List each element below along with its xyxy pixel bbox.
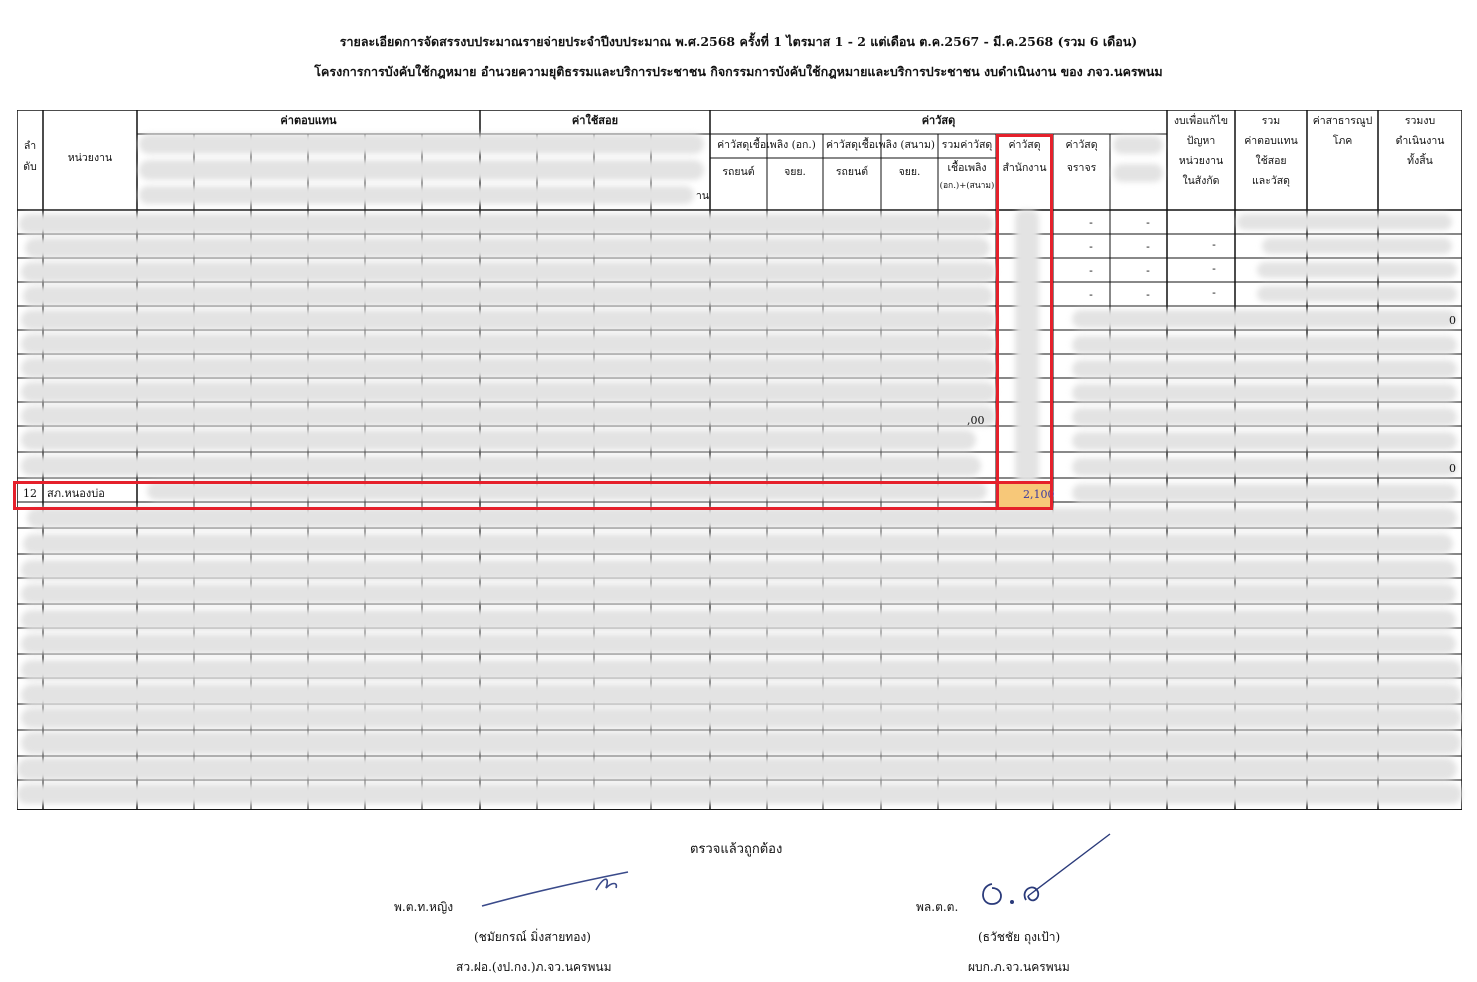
redaction-blur	[139, 186, 694, 204]
redaction-blur	[1113, 136, 1163, 154]
row-12-unit: สภ.หนองบ่อ	[47, 487, 105, 500]
header-total-fuel: รวมค่าวัสดุ เชื้อเพลิง (อก.)+(สนาม)	[939, 139, 995, 192]
header-partial: าน	[695, 190, 709, 202]
document-title-line-1: รายละเอียดการจัดสรรงบประมาณรายจ่ายประจำปีงบประมาณ พ.ศ.2568 ครั้งที่ 1 ไตรมาส 1 - 2 แต่เดือน ต.ค.2567 - มี.ค.2568 (รวม 6 เดือน)	[339, 34, 1138, 49]
redaction-blur	[1015, 210, 1039, 482]
left-signature	[478, 866, 638, 914]
redaction-blur	[21, 358, 996, 378]
header-expenses: ค่าใช้สอย	[571, 114, 619, 127]
header-car: รถยนต์	[722, 166, 755, 178]
header-office-materials: ค่าวัสดุ สำนักงาน	[1002, 139, 1047, 175]
partial-value: 0	[1449, 314, 1456, 327]
cell-dash: -	[1146, 288, 1150, 301]
redaction-blur	[1072, 408, 1457, 426]
header-order: ลำ ดับ	[23, 140, 37, 174]
partial-value: 0	[1449, 462, 1456, 475]
left-signer-name: (ชมัยกรณ์ มิ่งสายทอง)	[474, 930, 591, 944]
verified-text: ตรวจแล้วถูกต้อง	[690, 842, 783, 857]
redaction-blur	[27, 508, 1457, 528]
right-signer-rank: พล.ต.ต.	[916, 900, 959, 914]
header-fuel-field: ค่าวัสดุเชื้อเพลิง (สนาม)	[825, 139, 936, 151]
redaction-blur	[21, 310, 996, 330]
redaction-blur	[25, 238, 990, 258]
cell-dash: -	[1146, 240, 1150, 253]
redaction-blur	[1072, 360, 1457, 378]
redaction-blur	[1072, 336, 1457, 354]
redaction-blur	[1072, 310, 1457, 328]
redaction-blur	[21, 406, 996, 426]
cell-dash: -	[1089, 288, 1093, 301]
row-12-office-materials-value: 2,100	[1023, 488, 1055, 501]
redaction-blur	[1257, 262, 1457, 278]
header-compensation: ค่าตอบแทน	[280, 114, 337, 127]
header-motorcycle: จยย.	[784, 166, 806, 178]
redaction-blur	[21, 684, 1461, 706]
redaction-blur	[139, 160, 704, 180]
redaction-blur	[23, 534, 1453, 554]
cell-dash: -	[1212, 286, 1216, 299]
redaction-blur	[21, 732, 1461, 754]
redaction-blur	[1072, 384, 1457, 402]
redaction-blur	[1237, 214, 1452, 230]
redaction-blur	[21, 708, 1461, 728]
cell-dash: -	[1089, 264, 1093, 277]
redaction-blur	[21, 262, 996, 282]
redaction-blur	[17, 758, 1457, 780]
redaction-blur	[21, 334, 996, 354]
redaction-blur	[21, 560, 1456, 580]
header-fuel-ok: ค่าวัสดุเชื้อเพลิง (อก.)	[717, 139, 816, 151]
header-car-field: รถยนต์	[835, 166, 869, 178]
cell-dash: -	[1146, 216, 1150, 229]
right-signature	[970, 830, 1120, 914]
cell-dash: -	[1212, 238, 1216, 251]
redaction-blur	[21, 456, 981, 476]
partial-value: ,00	[967, 414, 985, 427]
redaction-blur	[147, 482, 987, 500]
redaction-blur	[21, 634, 1456, 654]
right-signer-position: ผบก.ภ.จว.นครพนม	[968, 960, 1070, 974]
redaction-blur	[19, 214, 994, 234]
redaction-blur	[1072, 484, 1457, 502]
left-signer-position: สว.ฝอ.(งป.กง.)ภ.จว.นครพนม	[456, 960, 612, 974]
document-title-line-2: โครงการการบังคับใช้กฎหมาย อำนวยความยุติธรรมและบริการประชาชน กิจกรรมการบังคับใช้กฎหมายและบริการประชาชน งบดำเนินงาน ของ ภจว.นครพนม	[314, 64, 1163, 79]
header-problem-budget: งบเพื่อแก้ไข ปัญหา หน่วยงาน ในสังกัด	[1173, 115, 1229, 188]
redaction-blur	[1257, 286, 1457, 302]
redaction-blur	[21, 660, 1461, 680]
redaction-blur	[1113, 164, 1163, 182]
header-sum: รวม ค่าตอบแทน ใช้สอย และวัสดุ	[1244, 115, 1298, 188]
cell-dash: -	[1089, 216, 1093, 229]
redaction-blur	[139, 134, 704, 154]
cell-dash: -	[1146, 264, 1150, 277]
row-12-number: 12	[23, 487, 37, 500]
redaction-blur	[1262, 238, 1452, 254]
redaction-blur	[17, 784, 1462, 804]
header-traffic-materials: ค่าวัสดุ จราจร	[1065, 139, 1098, 175]
redaction-blur	[21, 584, 1456, 604]
header-materials: ค่าวัสดุ	[921, 114, 956, 127]
header-unit: หน่วยงาน	[67, 152, 113, 164]
cell-dash: -	[1089, 240, 1093, 253]
cell-dash: -	[1212, 262, 1216, 275]
redaction-blur	[1072, 432, 1457, 450]
redaction-blur	[21, 610, 1456, 630]
redaction-blur	[21, 430, 976, 450]
header-utilities: ค่าสาธารณูป โภค	[1312, 115, 1373, 148]
redaction-blur	[21, 382, 996, 402]
redaction-blur	[1072, 458, 1457, 476]
header-motorcycle-field: จยย.	[898, 166, 921, 178]
redaction-blur	[23, 286, 993, 306]
header-grand-total: รวมงบ ดำเนินงาน ทั้งสิ้น	[1395, 115, 1445, 168]
right-signer-name: (ธวัชชัย ถุงเป้า)	[978, 930, 1061, 944]
budget-table	[17, 110, 1462, 810]
left-signer-rank: พ.ต.ท.หญิง	[394, 900, 454, 914]
